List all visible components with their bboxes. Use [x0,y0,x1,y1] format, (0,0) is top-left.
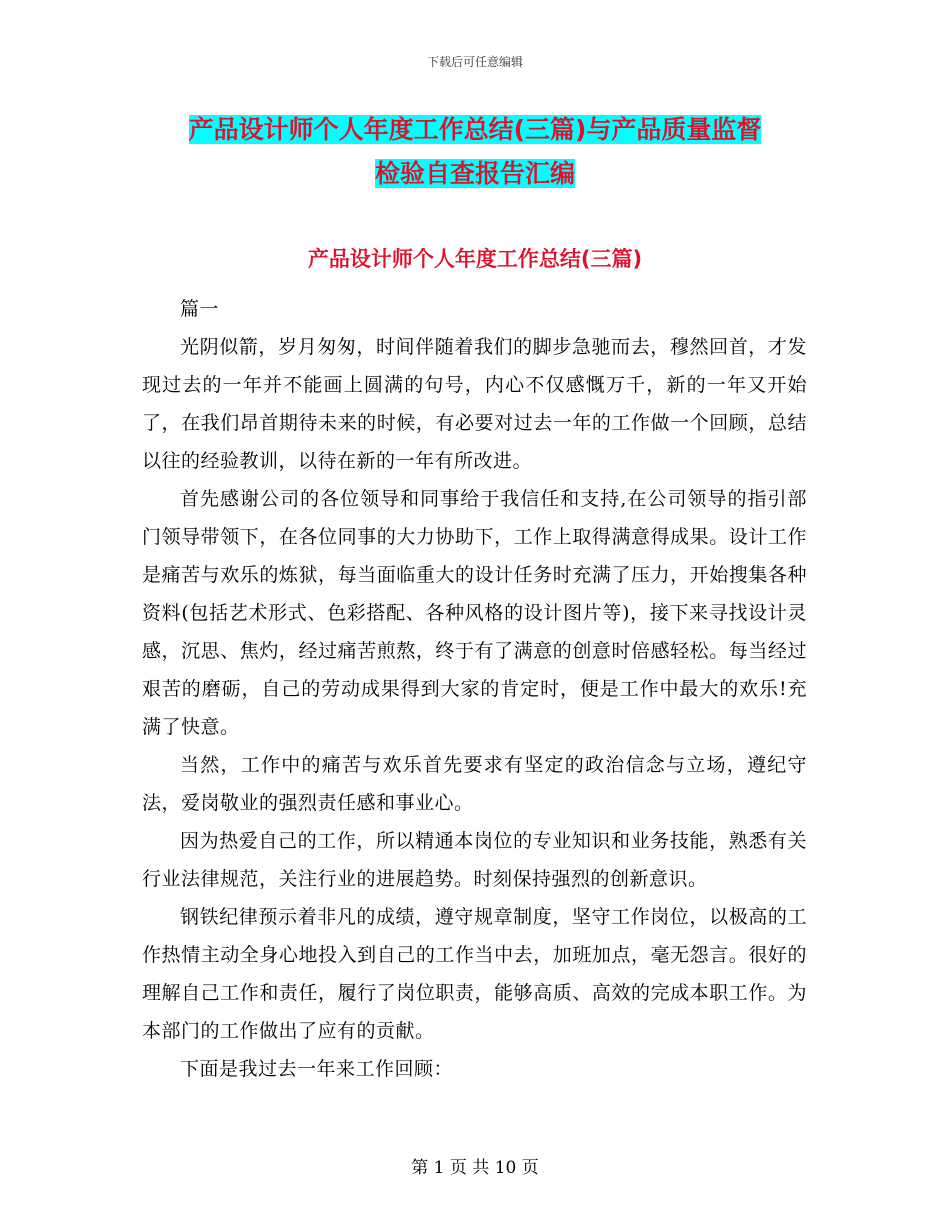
paragraph: 因为热爱自己的工作，所以精通本岗位的专业知识和业务技能，熟悉有关行业法律规范，关注行业的进展趋势。时刻保持强烈的创新意识。 [142,830,807,890]
page-header-note: 下载后可任意编辑 [426,55,523,69]
main-title-line-1: 产品设计师个人年度工作总结(三篇)与产品质量监督 [188,115,762,144]
paragraph: 钢铁纪律预示着非凡的成绩，遵守规章制度，坚守工作岗位，以极高的工作热情主动全身心地投入到自己的工作当中去，加班加点，毫无怨言。很好的理解自己工作和责任，履行了岗位职责，能够高质、高效的完成本职工作。为本部门的工作做出了应有的贡献。 [142,906,807,1042]
page-number-footer: 第 1 页 共 10 页 [411,1158,539,1178]
document-main-title [140,108,810,196]
paragraph: 光阴似箭，岁月匆匆，时间伴随着我们的脚步急驰而去，穆然回首，才发现过去的一年并不能画上圆满的句号，内心不仅感慨万千，新的一年又开始了，在我们昂首期待未来的时候，有必要对过去一年的工作做一个回顾，总结以往的经验教训，以待在新的一年有所改进。 [142,336,807,472]
section-title: 产品设计师个人年度工作总结(三篇) [307,247,643,271]
paragraph: 当然，工作中的痛苦与欢乐首先要求有坚定的政治信念与立场，遵纪守法，爱岗敬业的强烈责任感和事业心。 [142,754,807,814]
paragraph: 首先感谢公司的各位领导和同事给于我信任和支持,在公司领导的指引部门领导带领下，在各位同事的大力协助下，工作上取得满意得成果。设计工作是痛苦与欢乐的炼狱，每当面临重大的设计任务时充满了压力，开始搜集各种资料(包括艺术形式、色彩搭配、各种风格的设计图片等)，接下来寻找设计灵感，沉思、焦灼，经过痛苦煎熬，终于有了满意的创意时倍感轻松。每当经过艰苦的磨砺，自己的劳动成果得到大家的肯定时，便是工作中最大的欢乐!充满了快意。 [142,488,807,738]
paragraph-heading: 篇一 [180,298,220,320]
paragraph: 下面是我过去一年来工作回顾： [180,1058,454,1080]
main-title-line-2: 检验自查报告汇编 [374,159,575,188]
document-body [142,290,807,1088]
